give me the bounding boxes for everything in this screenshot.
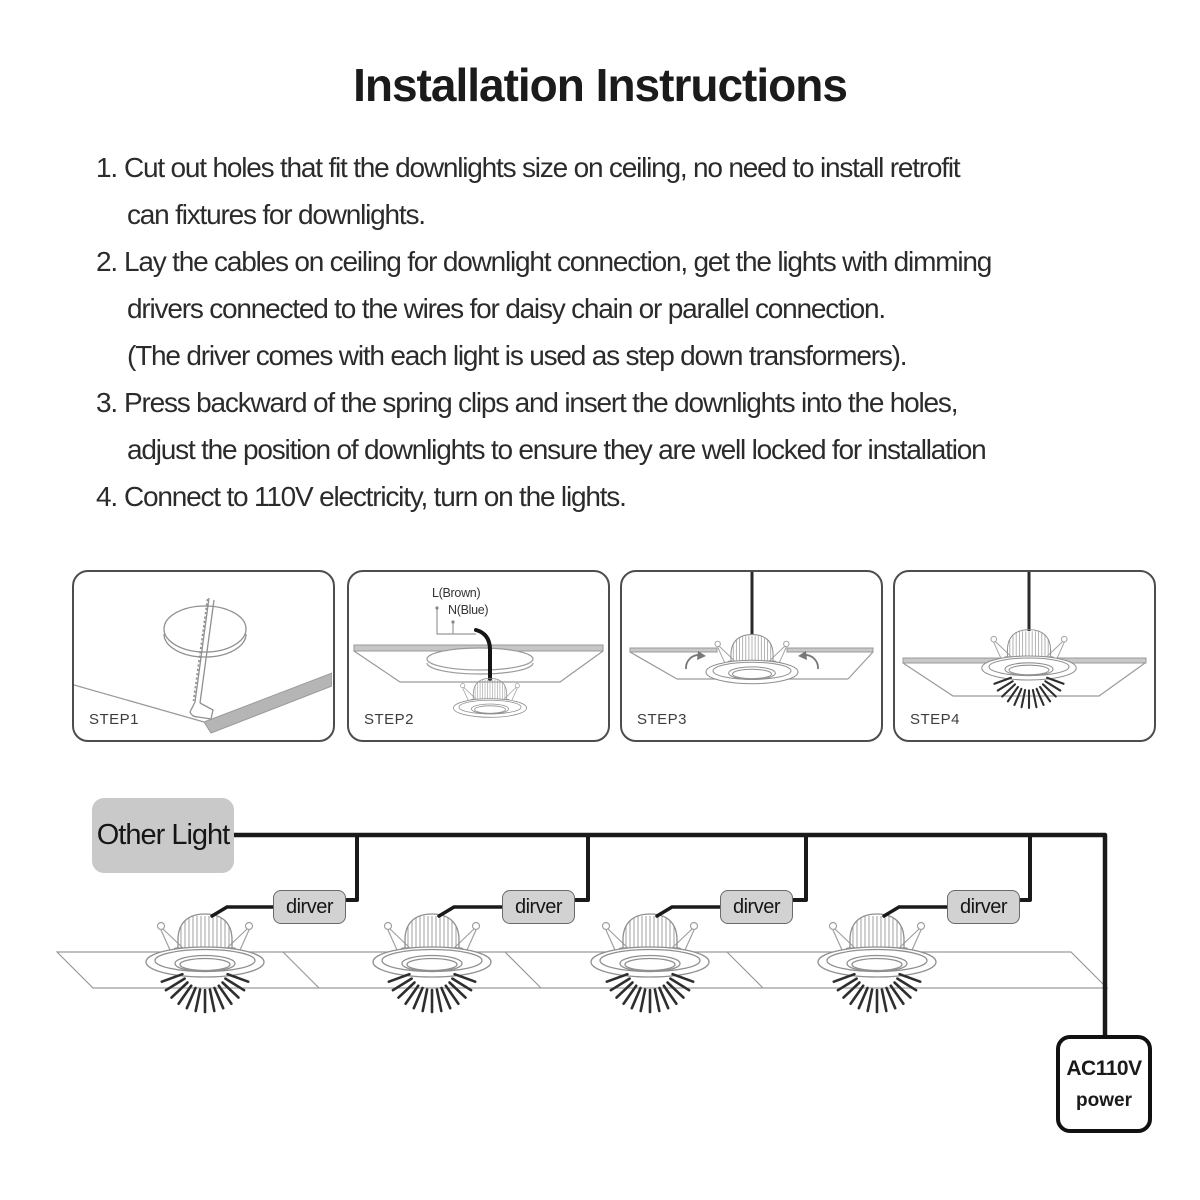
item-number: 4. <box>96 481 117 512</box>
instruction-item <box>96 379 1166 426</box>
item-text: (The driver comes with each light is used as step down transformers). <box>127 340 907 371</box>
item-text: Press backward of the spring clips and insert the downlights into the holes, <box>124 387 958 418</box>
wire-label-live: L(Brown) <box>432 586 481 600</box>
ceiling-hole <box>427 648 533 670</box>
step2-label: STEP2 <box>364 711 415 728</box>
item-number: 3. <box>96 387 117 418</box>
item-number: 1. <box>96 152 117 183</box>
ac-power-box <box>1056 1035 1152 1133</box>
item-text: can fixtures for downlights. <box>127 199 425 230</box>
item-text: Cut out holes that fit the downlights size on ceiling, no need to install retrofit <box>124 152 960 183</box>
driver-box: dirver <box>720 890 793 924</box>
instruction-item <box>96 238 1166 285</box>
instruction-item <box>96 473 1166 520</box>
driver-drop-wires <box>347 835 1030 900</box>
item-text: Lay the cables on ceiling for downlight connection, get the lights with dimming <box>124 246 992 277</box>
step4-panel <box>893 570 1156 742</box>
item-text: Connect to 110V electricity, turn on the lights. <box>124 481 626 512</box>
step4-label: STEP4 <box>910 711 961 728</box>
power-box-voltage: AC110V <box>1066 1056 1142 1080</box>
instruction-item <box>96 144 1166 191</box>
ceiling-band <box>630 648 717 652</box>
instruction-list <box>96 144 1166 520</box>
saw-icon <box>190 598 214 719</box>
step1-panel <box>72 570 335 742</box>
driver-box: dirver <box>273 890 346 924</box>
step1-label: STEP1 <box>89 711 140 728</box>
step2-panel <box>347 570 610 742</box>
driver-box: dirver <box>947 890 1020 924</box>
ceiling-band <box>787 648 873 652</box>
item-text: drivers connected to the wires for daisy chain or parallel connection. <box>127 293 885 324</box>
power-box-label: power <box>1076 1089 1132 1111</box>
driver-box: dirver <box>502 890 575 924</box>
item-number: 2. <box>96 246 117 277</box>
step3-panel <box>620 570 883 742</box>
page-title: Installation Instructions <box>353 59 847 111</box>
ceiling-edge-band <box>204 673 332 733</box>
item-text: adjust the position of downlights to ensure they are well locked for installation <box>127 434 986 465</box>
other-light-box: Other Light <box>92 798 234 873</box>
wire-label-neutral: N(Blue) <box>448 603 489 617</box>
step3-label: STEP3 <box>637 711 688 728</box>
